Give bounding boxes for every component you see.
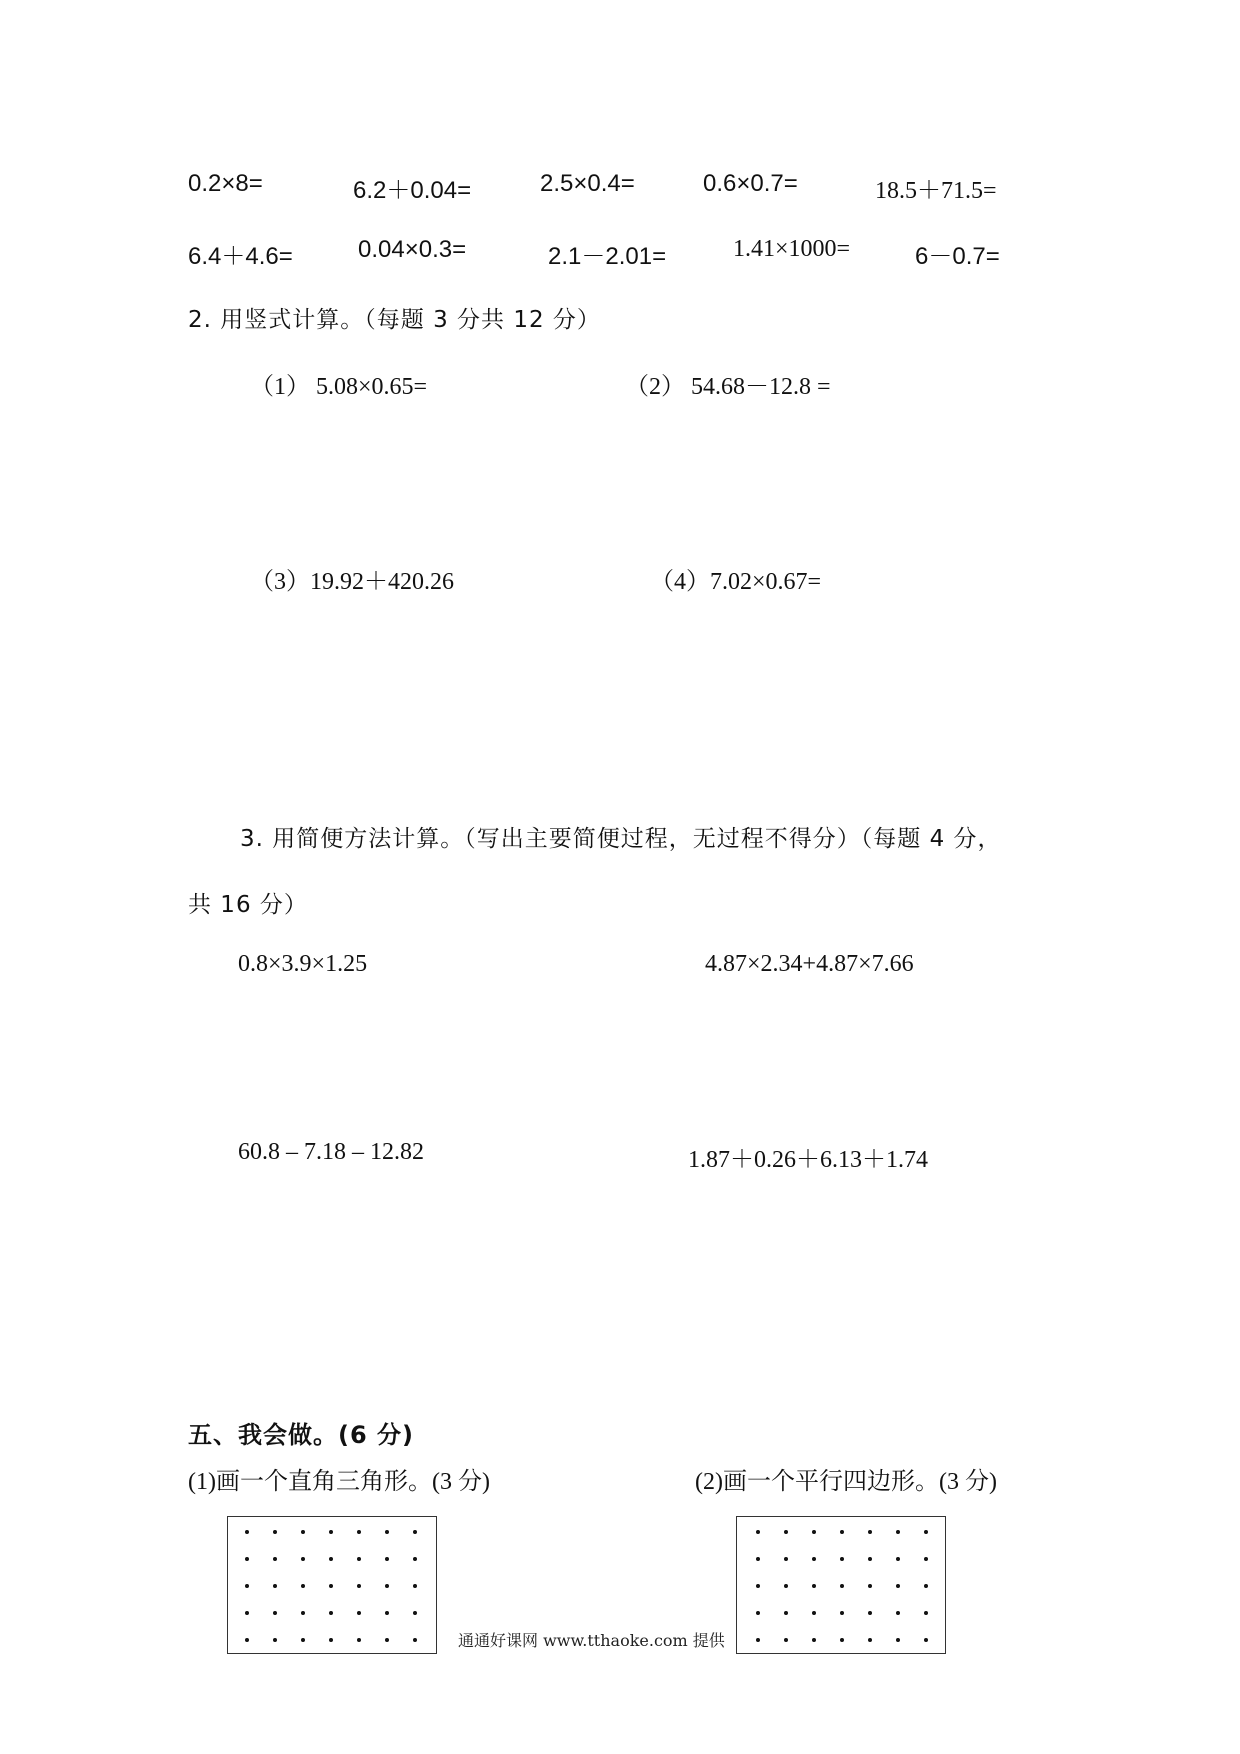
section2-title: 2. 用竖式计算。（每题 3 分共 12 分） [188, 307, 601, 333]
oral-calc-3: 2.5×0.4= [540, 170, 635, 197]
oral-calc-10: 6－0.7= [915, 243, 1000, 270]
vertical-calc-3: （3）19.92＋420.26 [250, 569, 454, 595]
simplify-calc-3: 60.8 – 7.18 – 12.82 [238, 1139, 424, 1165]
section5-title: 五、我会做。(6 分) [188, 1421, 414, 1449]
vertical-calc-1: （1） 5.08×0.65= [250, 374, 428, 400]
section3-title-line1: 3. 用简便方法计算。（写出主要简便过程，无过程不得分）（每题 4 分， [240, 826, 1002, 852]
task-parallelogram: (2)画一个平行四边形。(3 分) [695, 1469, 997, 1495]
oral-calc-5: 18.5＋71.5= [875, 178, 997, 204]
dot-grid-right-dots [737, 1517, 945, 1653]
oral-calc-4: 0.6×0.7= [703, 170, 798, 197]
vertical-calc-2: （2） 54.68－12.8 = [625, 374, 831, 400]
oral-calc-7: 0.04×0.3= [358, 236, 467, 263]
oral-calc-9: 1.41×1000= [733, 236, 851, 262]
oral-calc-1: 0.2×8= [188, 170, 263, 197]
section3-title-line2: 共 16 分） [188, 892, 308, 918]
dot-grid-left-dots [228, 1517, 436, 1653]
dot-grid-left[interactable] [227, 1516, 437, 1654]
vertical-calc-4: （4）7.02×0.67= [650, 569, 822, 595]
simplify-calc-2: 4.87×2.34+4.87×7.66 [705, 951, 914, 977]
oral-calc-2: 6.2＋0.04= [353, 177, 472, 204]
footer-source: 通通好课网 www.tthaoke.com 提供 [458, 1631, 725, 1650]
task-right-triangle: (1)画一个直角三角形。(3 分) [188, 1469, 490, 1495]
oral-calc-8: 2.1－2.01= [548, 243, 667, 270]
simplify-calc-1: 0.8×3.9×1.25 [238, 951, 368, 977]
dot-grid-right[interactable] [736, 1516, 946, 1654]
oral-calc-6: 6.4＋4.6= [188, 243, 293, 270]
simplify-calc-4: 1.87＋0.26＋6.13＋1.74 [688, 1147, 928, 1173]
